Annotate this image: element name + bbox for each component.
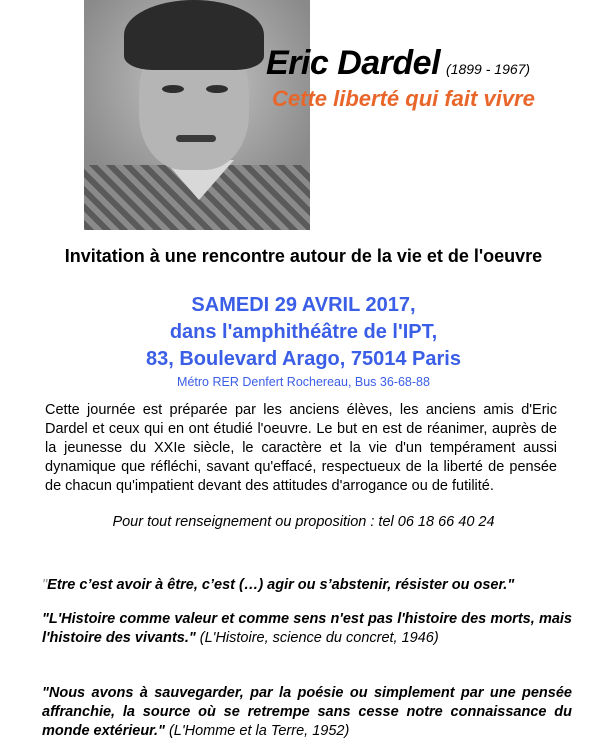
quote-2 xyxy=(42,610,572,648)
quote-3-source: (L'Homme et la Terre, 1952) xyxy=(164,723,350,739)
event-date: SAMEDI 29 AVRIL 2017, xyxy=(191,294,416,316)
quote-3 xyxy=(42,684,572,741)
event-address: 83, Boulevard Arago, 75014 Paris xyxy=(146,348,461,370)
quote-1 xyxy=(42,577,572,593)
invitation-heading: Invitation à une rencontre autour de la vie et de l'oeuvre xyxy=(64,246,543,266)
quote-1-open: " xyxy=(42,577,48,593)
portrait-photo xyxy=(84,0,310,230)
quote-1-text: Etre c’est avoir à être, c’est (…) agir ou s’abstenir, résister ou oser." xyxy=(47,577,515,593)
quote-2-text: "L'Histoire comme valeur et comme sens n'est pas l'histoire des morts, mais l'histoire des vivants." xyxy=(42,611,572,646)
description-paragraph: Cette journée est préparée par les anciens élèves, les anciens amis d'Eric Dardel et ceux qui en ont étudié l'oeuvre. Le but en est de réanimer, auprès de la jeunesse du XXIe siècle, le caractère et la vie d'un tempérament aussi dynamique que réfléchi, savant qu'effacé, respectueux de la liberté de pensée de chacun qu'impatient devant des attitudes d'arrogance ou de futilité. xyxy=(45,402,557,494)
quote-2-source: (L'Histoire, science du concret, 1946) xyxy=(195,630,439,646)
contact-line: Pour tout renseignement ou proposition : tel 06 18 66 40 24 xyxy=(112,514,495,530)
transport-info: Métro RER Denfert Rochereau, Bus 36-68-88 xyxy=(177,375,430,389)
subtitle: Cette liberté qui fait vivre xyxy=(272,86,535,111)
life-dates: (1899 - 1967) xyxy=(446,61,531,77)
person-name: Eric Dardel xyxy=(266,44,441,82)
event-venue: dans l'amphithéâtre de l'IPT, xyxy=(169,321,438,343)
quote-3-text: "Nous avons à sauvegarder, par la poésie ou simplement par une pensée affranchie, la source où se retrempe sans cesse notre connaissance du monde extérieur." xyxy=(42,685,572,739)
title-block xyxy=(266,44,530,83)
